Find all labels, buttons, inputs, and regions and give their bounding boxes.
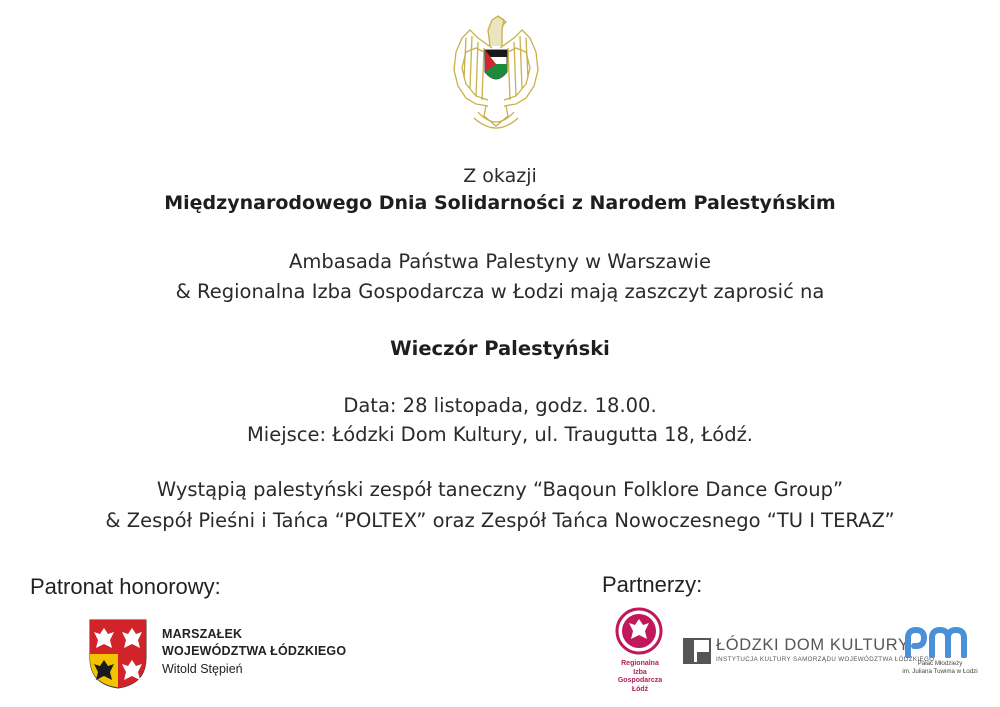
solidarity-day-title: Międzynarodowego Dnia Solidarności z Narodem Palestyńskim <box>164 192 836 214</box>
palestinian-eagle-emblem-icon <box>448 8 544 132</box>
lodz-voivodeship-crest-icon <box>88 618 148 690</box>
event-place: Miejsce: Łódzki Dom Kultury, ul. Traugutta 18, Łódź. <box>246 423 754 446</box>
chamber-caption-line-3: Gospodarcza <box>617 677 663 684</box>
youth-palace-line-2: im. Juliana Tuwima w Łodzi <box>902 668 978 675</box>
partners-heading: Partnerzy: <box>602 572 703 597</box>
event-date: Data: 28 listopada, godz. 18.00. <box>343 394 657 417</box>
hosts-line-2: & Regionalna Izba Gospodarcza w Łodzi mają zaszczyt zaprosić na <box>175 280 825 303</box>
culture-house-subtitle: INSTYTUCJA KULTURY SAMORZĄDU WOJEWÓDZTWA ŁÓDZKIEGO <box>716 656 935 663</box>
youth-palace-line-1: Pałac Młodzieży <box>917 660 963 667</box>
hosts-line-1: Ambasada Państwa Palestyny w Warszawie <box>289 250 711 273</box>
regional-chamber-logo-icon <box>614 605 664 657</box>
youth-palace-caption <box>900 660 980 676</box>
regional-chamber-caption <box>612 660 668 694</box>
patron-person-name: Witold Stępień <box>162 662 243 676</box>
patronage-heading: Patronat honorowy: <box>30 574 221 599</box>
patron-title-line-1: MARSZAŁEK <box>162 627 243 641</box>
culture-house-name: ŁÓDZKI DOM KULTURY <box>716 636 910 654</box>
performers-line-1: Wystąpią palestyński zespół taneczny “Baqoun Folklore Dance Group” <box>156 478 844 501</box>
performers-line-2: & Zespół Pieśni i Tańca “POLTEX” oraz Zespół Tańca Nowoczesnego “TU I TERAZ” <box>105 509 895 532</box>
patron-name-block <box>162 626 346 679</box>
chamber-caption-line-4: Łódź <box>631 685 649 693</box>
youth-palace-logo-icon <box>904 626 974 658</box>
culture-house-logo-icon <box>683 638 711 664</box>
chamber-caption-line-2: Izba <box>633 668 647 676</box>
patron-title-line-2: WOJEWÓDZTWA ŁÓDZKIEGO <box>162 644 347 658</box>
event-title: Wieczór Palestyński <box>390 337 610 360</box>
chamber-caption-line-1: Regionalna <box>621 660 659 667</box>
occasion-intro: Z okazji <box>463 165 537 187</box>
